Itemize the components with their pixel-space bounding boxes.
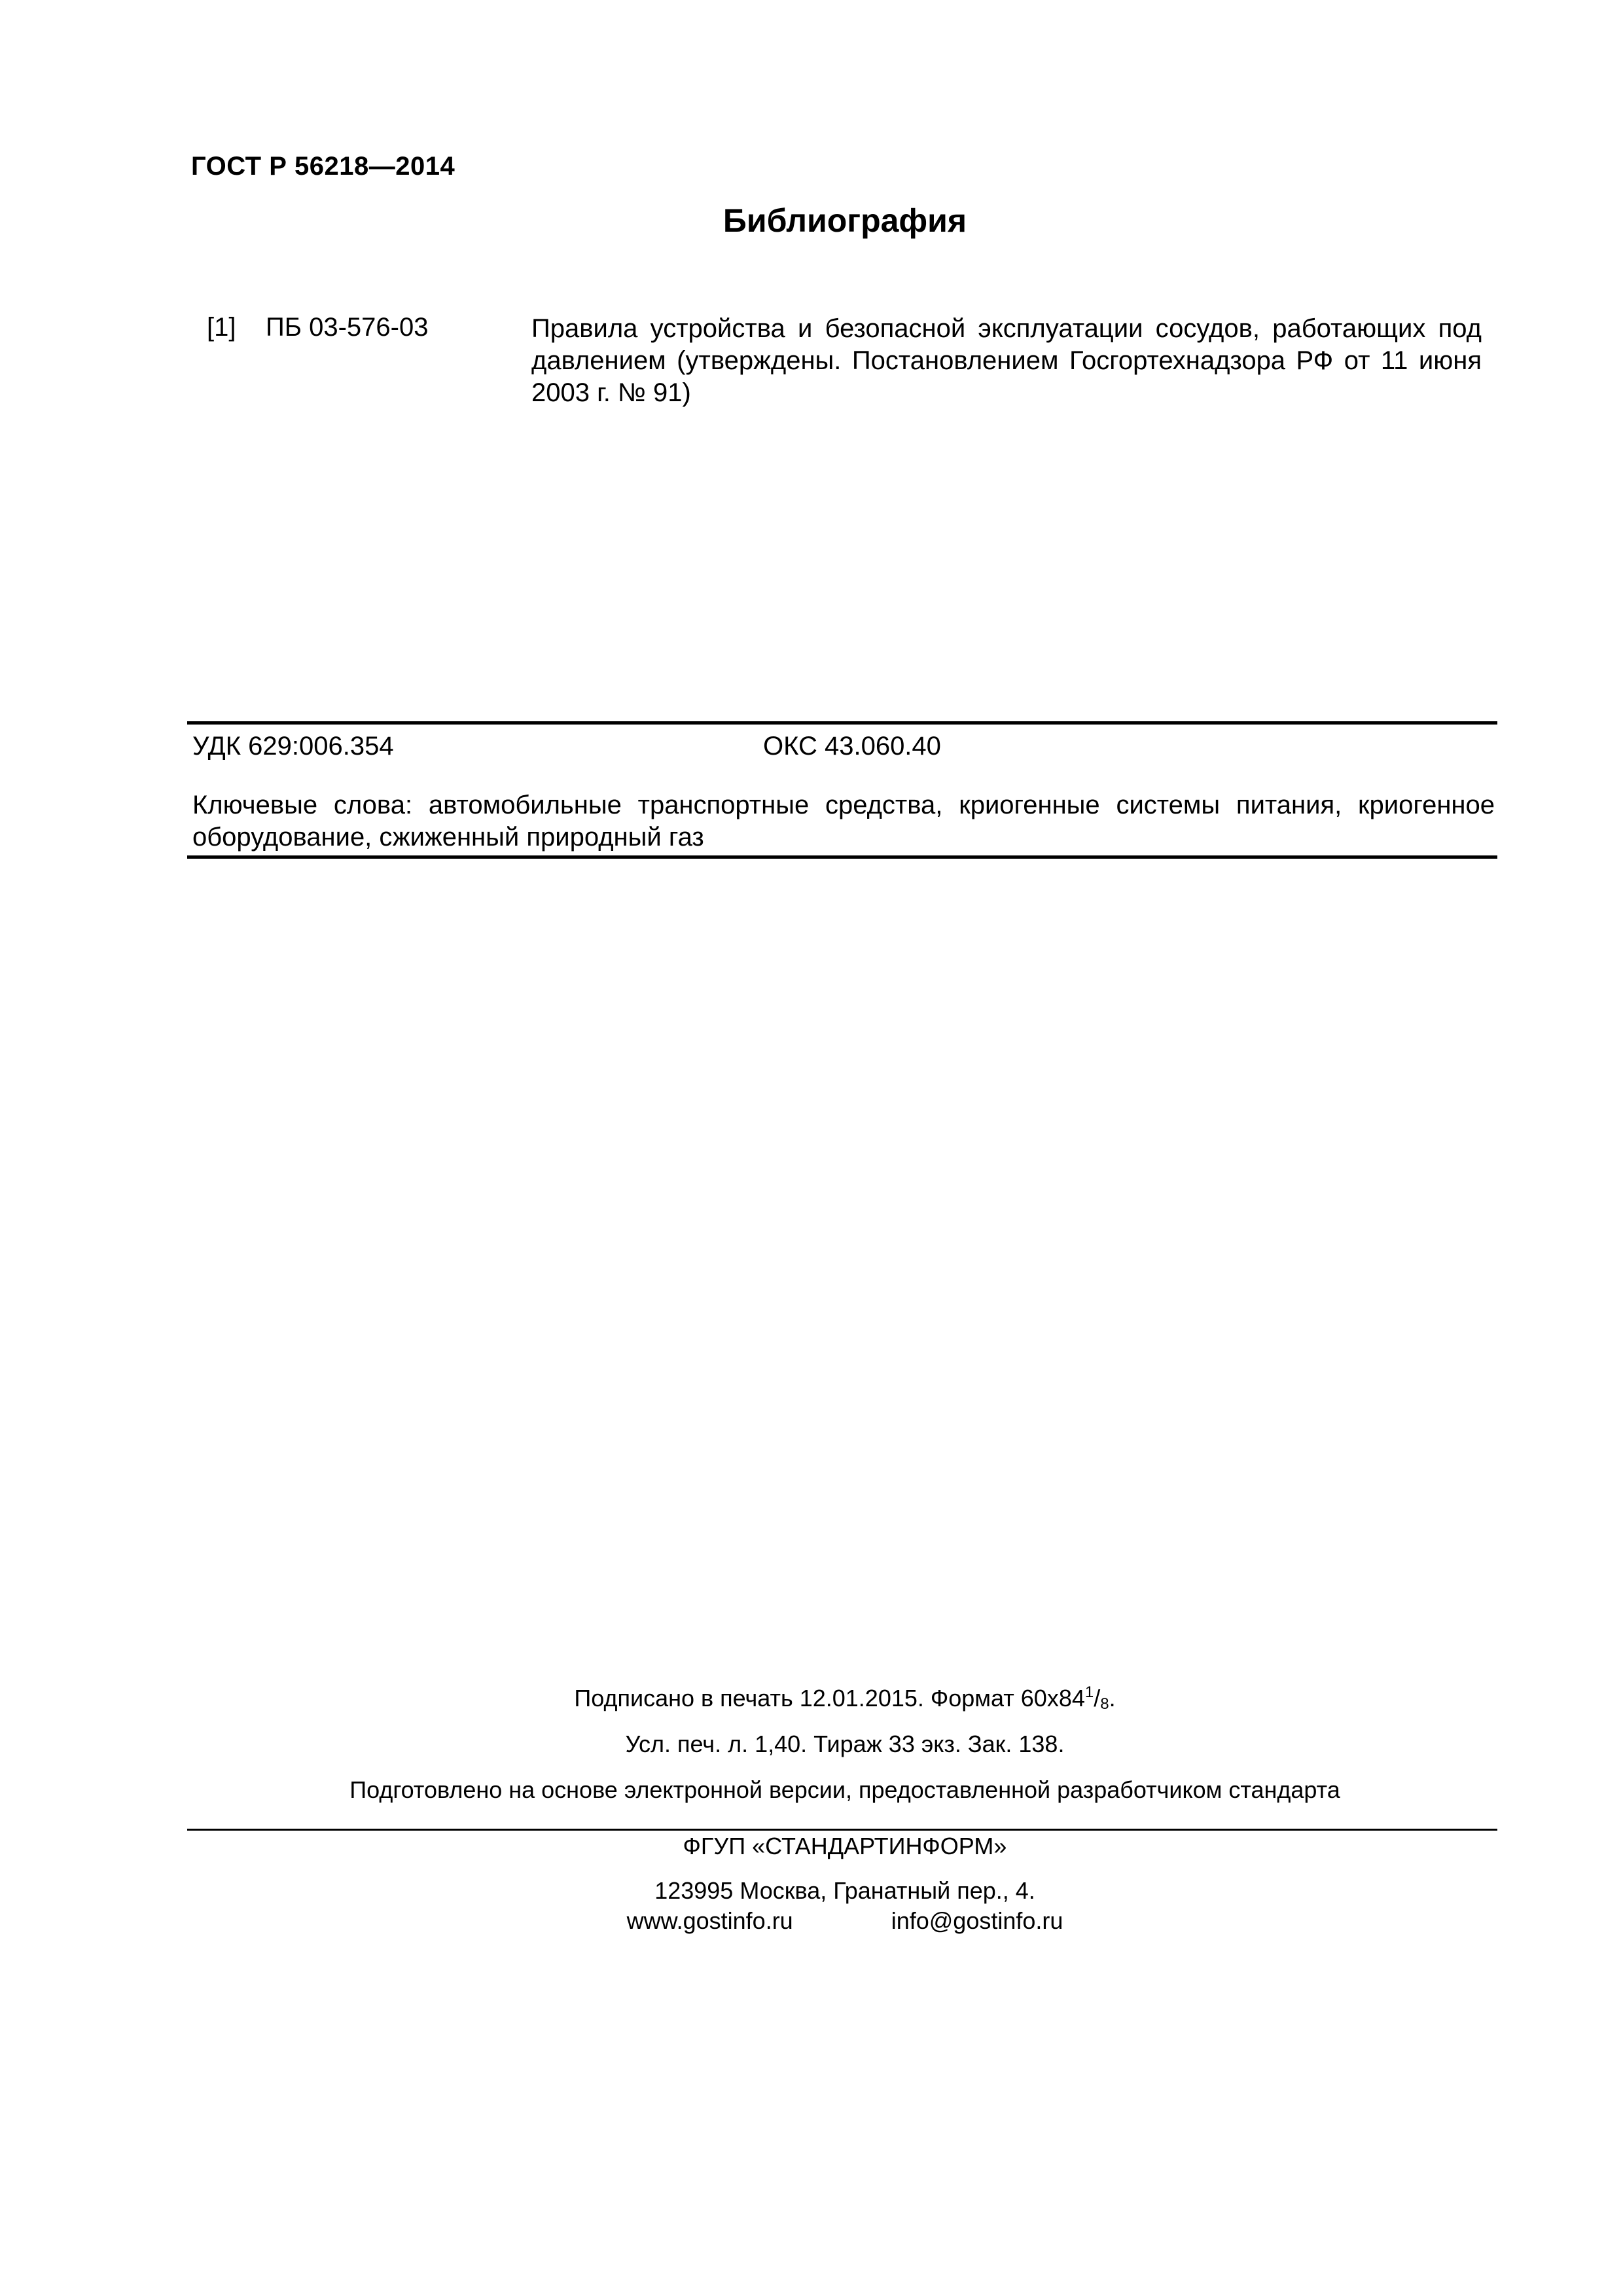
keywords-divider bbox=[187, 855, 1497, 859]
bibliography-item-text: Правила устройства и безопасной эксплуатации сосудов, работающих под давлением (утверждены. Постановлением Госгортехнадзора РФ от 11 июня 2003 г. № 91) bbox=[531, 314, 1482, 407]
print-info: Усл. печ. л. 1,40. Тираж 33 экз. Зак. 138. bbox=[625, 1731, 1065, 1757]
top-divider bbox=[187, 721, 1497, 725]
signed-text: Подписано в печать 12.01.2015. Формат 60x84 bbox=[574, 1685, 1085, 1712]
signed-info: Подписано в печать 12.01.2015. Формат $60x84^1/_8$. bbox=[574, 1683, 1116, 1713]
bibliography-item-number: [1] bbox=[207, 313, 236, 342]
publisher-address: 123995 Москва, Гранатный пер., 4. bbox=[654, 1877, 1035, 1904]
bibliography-item-code: ПБ 03-576-03 bbox=[266, 313, 429, 342]
publisher-contacts bbox=[0, 1907, 1623, 1935]
keywords: Ключевые слова: автомобильные транспортные средства, криогенные системы питания, криогенное оборудование, сжиженный природный газ bbox=[192, 791, 1495, 852]
publisher-name: ФГУП «СТАНДАРТИНФОРМ» bbox=[683, 1833, 1007, 1859]
bibliography-title: Библиография bbox=[722, 202, 967, 239]
email-link[interactable]: info@gostinfo.ru bbox=[891, 1907, 1063, 1934]
oks-code: ОКС 43.060.40 bbox=[763, 732, 941, 761]
format-denominator: 8 bbox=[1100, 1695, 1109, 1713]
format-numerator: 1 bbox=[1084, 1683, 1094, 1701]
prepared-note: Подготовлено на основе электронной версии, предоставленной разработчиком стандарта bbox=[349, 1776, 1340, 1803]
imprint-divider bbox=[187, 1829, 1497, 1831]
standard-header: ГОСТ Р 56218—2014 bbox=[191, 152, 455, 181]
format-end: . bbox=[1109, 1685, 1116, 1712]
udk-code: УДК 629:006.354 bbox=[192, 732, 394, 761]
website-link[interactable]: www.gostinfo.ru bbox=[626, 1907, 793, 1934]
